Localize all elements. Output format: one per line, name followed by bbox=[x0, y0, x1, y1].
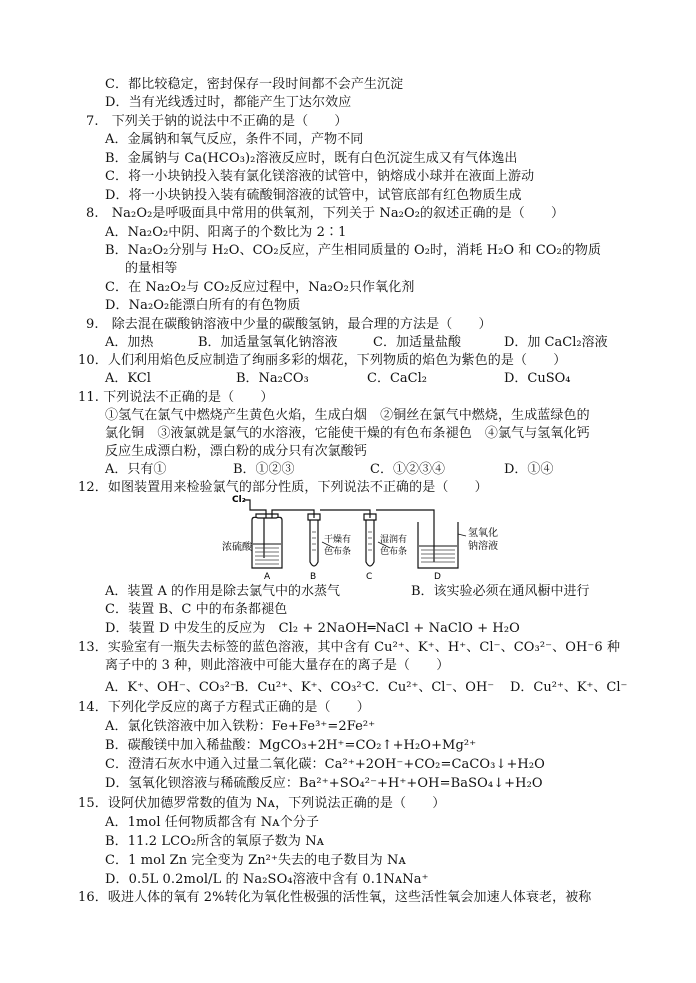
q10-stem: 10．人们利用焰色反应制造了绚丽多彩的烟花，下列物质的焰色为紫色的是（ ） bbox=[78, 353, 567, 368]
q14-option-d: D．氢氧化钡溶液与稀硫酸反应：Ba²⁺+SO₄²⁻+H⁺+OH=BaSO₄↓+H₂O bbox=[105, 776, 543, 791]
q9-option-b: B．加适量氢氧化钠溶液 bbox=[198, 335, 338, 350]
q12-option-c: C．装置 B、C 中的布条都褪色 bbox=[105, 602, 288, 617]
label-conc-sulfuric-acid: 浓硫酸 bbox=[222, 542, 252, 553]
q10-option-c: C．CaCl₂ bbox=[367, 371, 427, 386]
label-dry-cloth-1: 干燥有 bbox=[324, 535, 352, 545]
q10-option-a: A．KCl bbox=[105, 371, 151, 386]
q14-option-a: A．氯化铁溶液中加入铁粉：Fe+Fe³⁺=2Fe²⁺ bbox=[105, 719, 376, 734]
q14-option-b: B．碳酸镁中加入稀盐酸：MgCO₃+2H⁺=CO₂↑+H₂O+Mg²⁺ bbox=[105, 738, 477, 753]
letter-c: C bbox=[366, 572, 373, 580]
q12-option-a: A．装置 A 的作用是除去氯气中的水蒸气 bbox=[105, 584, 341, 599]
label-wet-cloth-1: 湿润有 bbox=[380, 535, 408, 545]
q11-stem: 11. 下列说法不正确的是（ ） bbox=[78, 390, 274, 405]
label-dry-cloth-2: 色布条 bbox=[324, 547, 352, 557]
q14-option-c: C．澄清石灰水中通入过量二氧化碳：Ca²⁺+2OH⁻+CO₂=CaCO₃↓+H₂O bbox=[105, 757, 545, 772]
q12-option-b: B．该实验必须在通风橱中进行 bbox=[411, 584, 590, 599]
q10-option-b: B．Na₂CO₃ bbox=[236, 371, 309, 386]
label-wet-cloth-2: 色布条 bbox=[380, 547, 408, 557]
label-naoh-1: 氢氧化 bbox=[468, 528, 498, 539]
label-naoh-2: 钠溶液 bbox=[468, 541, 498, 552]
q9-options bbox=[105, 334, 608, 352]
q10-option-d: D．CuSO₄ bbox=[504, 371, 571, 386]
liquid-level bbox=[253, 544, 457, 546]
q9-option-a: A．加热 bbox=[105, 335, 154, 350]
chlorine-apparatus-figure bbox=[222, 492, 512, 580]
letter-b: B bbox=[310, 572, 317, 580]
q7-stem: 7. 下列关于钠的说法中不正确的是（ ） bbox=[86, 114, 348, 129]
q6-option-d: D．当有光线透过时，都能产生丁达尔效应 bbox=[105, 95, 352, 110]
q8-option-a: A．Na₂O₂中阴、阳离子的个数比为 2∶1 bbox=[105, 225, 347, 240]
q13-option-b: B．Cu²⁺、K⁺、CO₃²⁻ bbox=[235, 680, 369, 695]
q11-options bbox=[105, 461, 553, 479]
q11-option-a: A．只有① bbox=[105, 462, 167, 477]
q7-option-a: A．金属钠和氧气反应，条件不同，产物不同 bbox=[105, 132, 364, 147]
q8-option-b: B．Na₂O₂分别与 H₂O、CO₂反应，产生相同质量的 O₂时，消耗 H₂O 和 CO₂的物质 bbox=[105, 243, 602, 258]
q13-stem: 13．实验室有一瓶失去标签的蓝色溶液，其中含有 Cu²⁺、K⁺、H⁺、Cl⁻、CO₃²⁻、OH⁻6 种 bbox=[78, 640, 621, 655]
q13-options bbox=[105, 679, 627, 697]
q8-option-d: D．Na₂O₂能漂白所有的有色物质 bbox=[105, 298, 301, 313]
q7-option-c: C．将一小块钠投入装有氯化镁溶液的试管中，钠熔成小球并在液面上游动 bbox=[105, 169, 535, 184]
q15-option-a: A．1mol 任何物质都含有 Nᴀ个分子 bbox=[105, 815, 319, 830]
q15-stem: 15．设阿伏加德罗常数的值为 Nᴀ，下列说法正确的是（ ） bbox=[78, 796, 446, 811]
q13-option-d: D．Cu²⁺、K⁺、Cl⁻ bbox=[510, 680, 628, 695]
q12-stem: 12．如图装置用来检验氯气的部分性质，下列说法不正确的是（ ） bbox=[78, 480, 488, 495]
q12-option-d: D．装置 D 中发生的反应为 Cl₂ + 2NaOH═NaCl + NaClO + H₂O bbox=[105, 621, 520, 636]
q10-options bbox=[105, 370, 571, 388]
q11-statement-1: ①氢气在氯气中燃烧产生黄色火焰，生成白烟 ②铜丝在氯气中燃烧，生成蓝绿色的 bbox=[105, 408, 590, 423]
q11-option-b: B．①②③ bbox=[233, 462, 295, 477]
q11-option-c: C．①②③④ bbox=[370, 462, 445, 477]
q8-option-b-cont: 的量相等 bbox=[125, 261, 178, 276]
q6-option-c: C．都比较稳定，密封保存一段时间都不会产生沉淀 bbox=[105, 77, 404, 92]
q9-stem: 9. 除去混在碳酸钠溶液中少量的碳酸氢钠，最合理的方法是（ ） bbox=[86, 317, 492, 332]
q9-option-d: D．加 CaCl₂溶液 bbox=[504, 335, 608, 350]
q15-option-b: B．11.2 LCO₂所含的氧原子数为 Nᴀ bbox=[105, 834, 325, 849]
letter-d: D bbox=[434, 572, 441, 580]
q12-row-ab bbox=[105, 583, 590, 601]
q14-stem: 14．下列化学反应的离子方程式正确的是（ ） bbox=[78, 700, 370, 715]
q15-option-c: C．1 mol Zn 完全变为 Zn²⁺失去的电子数目为 Nᴀ bbox=[105, 853, 406, 868]
q9-option-c: C．加适量盐酸 bbox=[373, 335, 461, 350]
letter-a: A bbox=[264, 572, 271, 580]
q16-stem: 16．吸进人体的氧有 2%转化为氧化性极强的活性氧，这些活性氧会加速人体衰老，被称 bbox=[78, 890, 592, 905]
q7-option-d: D．将一小块钠投入装有硫酸铜溶液的试管中，试管底部有红色物质生成 bbox=[105, 188, 522, 203]
q13-option-c: C．Cu²⁺、Cl⁻、OH⁻ bbox=[365, 680, 495, 695]
q13-stem-cont: 离子中的 3 种，则此溶液中可能大量存在的离子是（ ） bbox=[105, 658, 450, 673]
q11-option-d: D．①④ bbox=[504, 462, 554, 477]
q11-statement-2: 氯化铜 ③液氯就是氯气的水溶液，它能使干燥的有色布条褪色 ④氯气与氢氧化钙 bbox=[105, 426, 590, 441]
gas-label: Cl₂ bbox=[232, 495, 246, 505]
q7-option-b: B．金属钠与 Ca(HCO₃)₂溶液反应时，既有白色沉淀生成又有气体逸出 bbox=[105, 151, 518, 166]
q8-option-c: C．在 Na₂O₂与 CO₂反应过程中，Na₂O₂只作氧化剂 bbox=[105, 280, 415, 295]
q15-option-d: D．0.5L 0.2mol/L 的 Na₂SO₄溶液中含有 0.1NᴀNa⁺ bbox=[105, 872, 429, 887]
q8-stem: 8. Na₂O₂是呼吸面具中常用的供氧剂，下列关于 Na₂O₂的叙述正确的是（ ） bbox=[86, 206, 565, 221]
q11-statement-3: 反应生成漂白粉，漂白粉的成分只有次氯酸钙 bbox=[105, 444, 368, 459]
q13-option-a: A．K⁺、OH⁻、CO₃²⁻ bbox=[105, 680, 237, 695]
